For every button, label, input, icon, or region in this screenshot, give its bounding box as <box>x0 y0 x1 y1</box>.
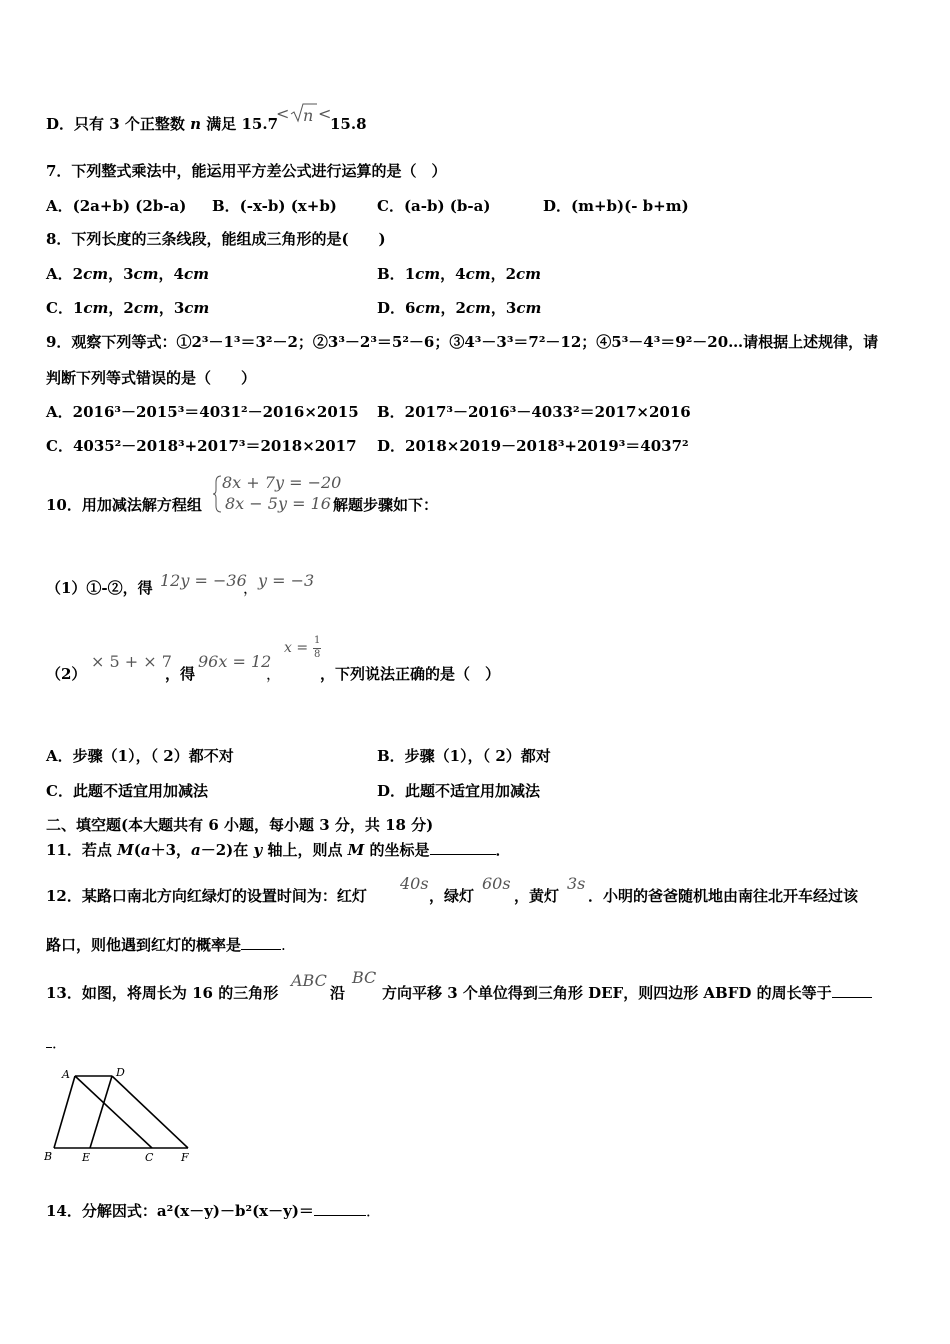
q10-step2-ops: × 5 + × 7 <box>91 652 172 671</box>
q8-a-u2: cm <box>133 265 159 283</box>
q6-lt-1: < <box>276 104 290 123</box>
q10-step1-eq1: 12y = −36 <box>160 571 247 590</box>
q13-p3-wrap <box>382 983 872 1003</box>
q6-d-mid: 满足 15.7 <box>201 115 279 133</box>
q12-line2-end: . <box>281 936 286 954</box>
q10-step1-sep: ， <box>243 579 259 597</box>
q11-p3: ＋3， <box>150 841 191 859</box>
q13-p4: ． <box>52 1034 68 1052</box>
q8-b-v1: 1 <box>404 265 416 283</box>
q10-step2-den: 8 <box>314 649 321 660</box>
fig-label-b: B <box>44 1150 53 1163</box>
q8-d-v3: ，3 <box>490 299 517 317</box>
fig-label-d: D <box>116 1066 125 1079</box>
fig-label-c: C <box>145 1151 154 1164</box>
q12-p2: ，绿灯 <box>429 887 475 905</box>
q9-option-b: B．2017³－2016³－4033²＝2017×2016 <box>377 403 691 421</box>
q11-p5: 轴上，则点 <box>262 841 348 859</box>
q11-p7: ． <box>495 841 511 859</box>
q14-end: ． <box>365 1202 381 1220</box>
q10-stem-start: 10．用加减法解方程组 <box>46 496 202 514</box>
q8-d-v1: 6 <box>405 299 416 317</box>
q8-c-u2: cm <box>133 299 159 317</box>
q12-p4: ．小明的爸爸随机地由南往北开车经过该 <box>588 887 859 905</box>
q9-option-a: A．2016³－2015³＝4031²－2016×2015 <box>46 403 359 421</box>
q10-eq2: 8x − 5y = 16 <box>225 494 331 513</box>
fig-label-f: F <box>181 1151 189 1164</box>
q6-d-prefix: D．只有 3 个正整数 <box>46 115 191 133</box>
q13-line2 <box>46 1033 67 1053</box>
q8-option-a <box>46 264 209 284</box>
q10-step2-eq: 96x = 12 <box>198 652 272 671</box>
q10-step2-x: x = <box>284 640 309 656</box>
q12-line2 <box>46 935 286 955</box>
q12-answer-blank[interactable] <box>241 935 281 950</box>
q10-option-b: B．步骤（1），（ 2）都对 <box>377 747 551 765</box>
q8-d-v2: ，2 <box>440 299 466 317</box>
q8-a-v2: ，3 <box>108 265 134 283</box>
q11-p6: 的坐标是 <box>364 841 430 859</box>
q7-option-c: C．(a-b) (b-a) <box>377 197 491 215</box>
q8-a-u1: cm <box>83 265 109 283</box>
fig-seg-ac <box>75 1076 152 1148</box>
q8-stem: 8．下列长度的三条线段，能组成三角形的是( ) <box>46 230 386 248</box>
q8-c-v2: ，2 <box>108 299 134 317</box>
q8-c-v1: 1 <box>72 299 84 317</box>
q6-d-var: n <box>190 115 202 133</box>
q12-red: 40s <box>400 874 429 893</box>
q11-m2: M <box>347 841 365 859</box>
q10-step2: （2） <box>46 665 87 683</box>
q11-m: M <box>117 841 134 859</box>
q6-d-end: 15.8 <box>330 115 367 133</box>
q12-yellow: 3s <box>567 874 586 893</box>
fig-label-e: E <box>82 1151 91 1164</box>
q8-b-v3: ，2 <box>490 265 517 283</box>
q9-stem-line1 <box>46 332 878 352</box>
q8-c-v3: ，3 <box>158 299 185 317</box>
q8-option-c <box>46 298 209 318</box>
q14-stem <box>46 1201 381 1221</box>
q12-green: 60s <box>482 874 511 893</box>
q10-step2-end: ，下列说法正确的是（ ） <box>320 665 501 683</box>
q8-option-d <box>377 298 541 318</box>
q10-step1-eq2: y = −3 <box>258 571 315 590</box>
q8-b-v2: ，4 <box>440 265 466 283</box>
q7-option-b: B．(-x-b) (x+b) <box>212 197 337 215</box>
q11-p1: 11．若点 <box>46 841 118 859</box>
q11-a2: a <box>191 841 201 859</box>
q8-d-u1: cm <box>415 299 441 317</box>
q14-stem-text: 14．分解因式：a²(x－y)－b²(x－y)＝ <box>46 1202 314 1220</box>
q10-stem-end: 解题步骤如下： <box>333 496 439 514</box>
q8-a-label: A． <box>46 265 73 283</box>
q11-p2: ( <box>133 841 141 859</box>
q9-option-c: C．4035²－2018³+2017³＝2018×2017 <box>46 437 357 455</box>
fig-seg-ab <box>54 1076 75 1148</box>
q7-stem: 7．下列整式乘法中，能运用平方差公式进行运算的是（ ） <box>46 162 447 180</box>
q13-p2: 沿 <box>330 984 346 1002</box>
q13-figure <box>44 1064 196 1168</box>
q10-step1: （1）①-②，得 <box>46 579 153 597</box>
q10-option-d: D．此题不适宜用加减法 <box>377 782 541 800</box>
q11-stem <box>46 840 511 860</box>
q13-p1: 13．如图，将周长为 16 的三角形 <box>46 984 279 1002</box>
q8-a-v3: ，4 <box>158 265 184 283</box>
q9-equations: 2³－1³＝3²－2；②3³－2³＝5²－6；③4³－3³＝7²－12；④5³－4³＝9²－20…请根据上述规律，请 <box>191 333 879 351</box>
q10-eq1: 8x + 7y = −20 <box>222 473 342 492</box>
q8-option-b <box>377 264 541 284</box>
q14-answer-blank[interactable] <box>314 1201 366 1216</box>
q10-step2-mid: ，得 <box>165 665 196 683</box>
q8-a-v1: 2 <box>72 265 84 283</box>
q6-sqrt-var: n <box>303 106 314 125</box>
q8-d-label: D． <box>377 299 406 317</box>
q7-option-a: A．(2a+b) (2b-a) <box>46 197 187 215</box>
q8-d-u3: cm <box>516 299 542 317</box>
q6-option-d <box>46 114 278 134</box>
q8-c-u1: cm <box>83 299 109 317</box>
q8-a-u3: cm <box>183 265 209 283</box>
q10-step2-num: 1 <box>314 635 321 646</box>
fig-label-a: A <box>62 1068 70 1081</box>
q10-option-a: A．步骤（1），（ 2）都不对 <box>46 747 234 765</box>
q13-answer-blank[interactable] <box>832 983 872 998</box>
fig-seg-de <box>90 1076 112 1148</box>
q11-p4: －2)在 <box>200 841 254 859</box>
q13-p3: 方向平移 3 个单位得到三角形 DEF，则四边形 ABFD 的周长等于 <box>382 984 832 1002</box>
q10-option-c: C．此题不适宜用加减法 <box>46 782 208 800</box>
q9-stem-start: 9．观察下列等式：① <box>46 333 192 351</box>
q10-step2-sep: ， <box>266 665 282 683</box>
q8-b-label: B． <box>377 265 405 283</box>
q8-c-u3: cm <box>184 299 210 317</box>
q6-lt-2: < <box>318 104 332 123</box>
q11-y: y <box>253 841 263 859</box>
q8-d-u2: cm <box>465 299 491 317</box>
q9-stem-line2: 判断下列等式错误的是（ ） <box>46 369 257 387</box>
q13-abc: ABC <box>291 971 327 990</box>
q12-p1: 12．某路口南北方向红绿灯的设置时间为：红灯 <box>46 887 367 905</box>
q13-bc: BC <box>352 968 377 987</box>
fig-seg-df <box>112 1076 188 1148</box>
q9-option-d: D．2018×2019－2018³+2019³＝4037² <box>377 437 689 455</box>
q12-p3: ，黄灯 <box>514 887 560 905</box>
q11-a1: a <box>140 841 151 859</box>
q7-option-d: D．(m+b)(- b+m) <box>543 197 689 215</box>
section2-title: 二、填空题(本大题共有 6 小题，每小题 3 分，共 18 分) <box>46 816 434 834</box>
q8-b-u1: cm <box>415 265 441 283</box>
q8-c-label: C． <box>46 299 73 317</box>
q12-line2-text: 路口，则他遇到红灯的概率是 <box>46 936 242 954</box>
q8-b-u3: cm <box>516 265 542 283</box>
q11-answer-blank[interactable] <box>430 840 496 855</box>
q8-b-u2: cm <box>465 265 491 283</box>
